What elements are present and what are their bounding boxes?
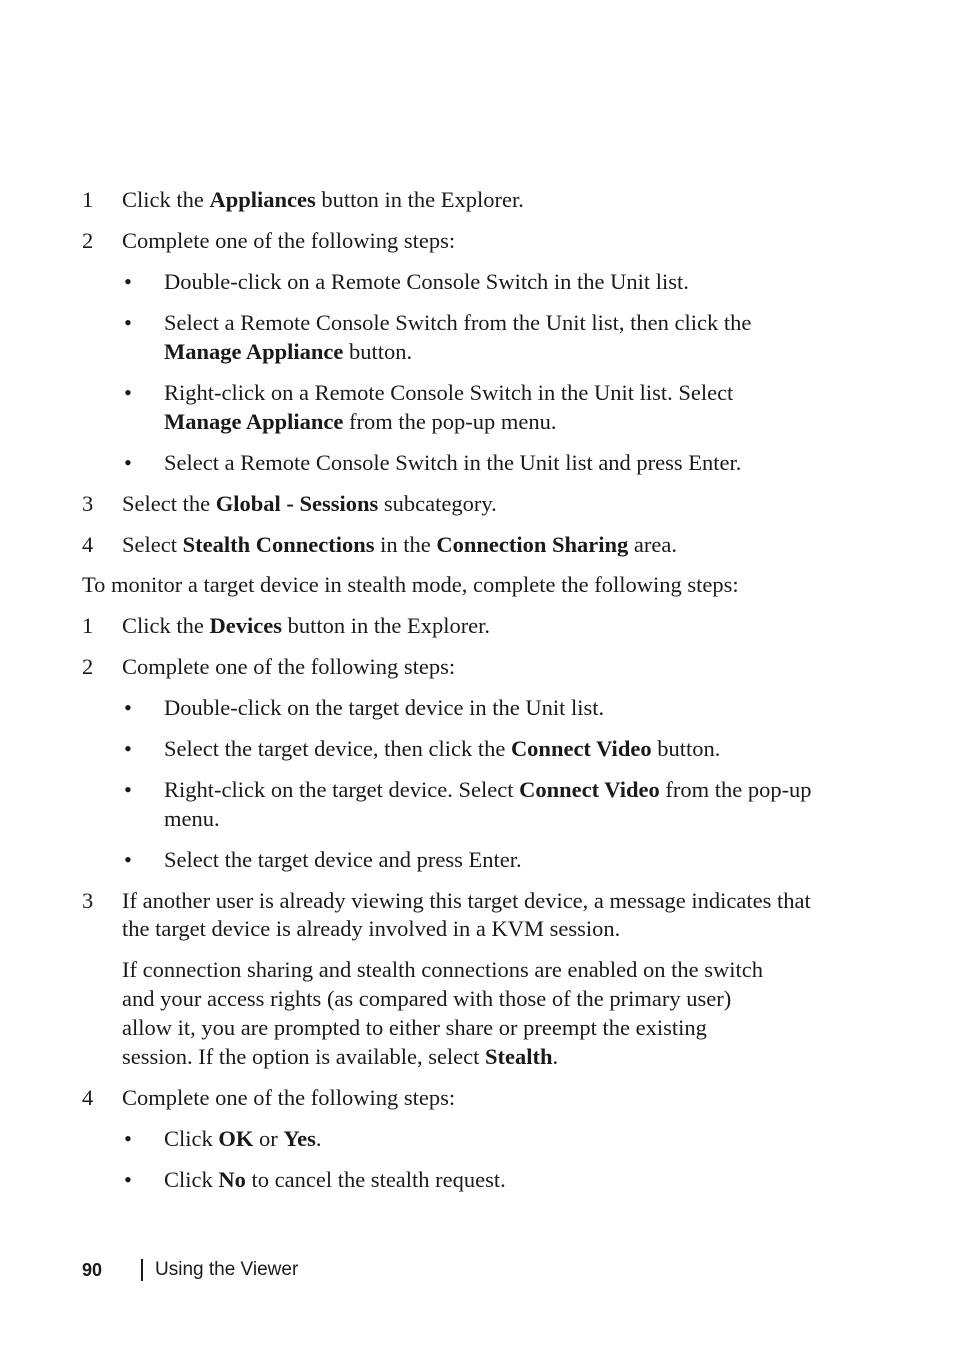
- page-number: 90: [82, 1260, 103, 1280]
- step-text: [122, 185, 524, 214]
- text: or: [253, 1126, 284, 1151]
- bullet-icon: •: [124, 736, 132, 761]
- bullet-icon: •: [124, 1167, 132, 1192]
- step-text: Complete one of the following steps:: [122, 228, 456, 253]
- text: button in the Explorer.: [315, 187, 524, 212]
- bullet-icon: •: [124, 1126, 132, 1151]
- connect-video-term: Connect Video: [519, 777, 660, 802]
- bullet-text: Double-click on a Remote Console Switch in the Unit list.: [164, 269, 689, 294]
- text: Select: [122, 532, 183, 557]
- step-number: 3: [82, 888, 94, 913]
- ok-term: OK: [218, 1126, 254, 1151]
- manage-appliance-term: Manage Appliance: [164, 409, 344, 434]
- connect-video-term: Connect Video: [510, 736, 652, 761]
- bullet-icon: •: [124, 695, 132, 720]
- bullet-icon: •: [124, 450, 132, 475]
- text: Select the target device, then click the: [164, 736, 511, 761]
- connection-sharing-term: Connection Sharing: [436, 532, 629, 557]
- devices-term: Devices: [209, 613, 282, 638]
- manage-appliance-term: Manage Appliance: [164, 339, 344, 364]
- step-number: 4: [82, 1085, 94, 1110]
- step-text: If another user is already viewing this target device, a message indicates that: [122, 888, 811, 913]
- bullet-text: [164, 337, 412, 366]
- text: subcategory.: [378, 491, 497, 516]
- step-number: 1: [82, 187, 94, 212]
- bullet-text: Double-click on the target device in the Unit list.: [164, 695, 605, 720]
- step-text: [122, 489, 497, 518]
- text: session. If the option is available, select: [122, 1044, 486, 1069]
- text: .: [552, 1044, 559, 1069]
- paragraph-line: and your access rights (as compared with those of the primary user): [122, 986, 732, 1011]
- bullet-text: Select a Remote Console Switch from the Unit list, then click the: [164, 310, 752, 335]
- text: .: [315, 1126, 322, 1151]
- text: Click: [164, 1167, 219, 1192]
- bullet-text: Select a Remote Console Switch in the Unit list and press Enter.: [164, 450, 742, 475]
- bullet-text: [164, 775, 812, 804]
- appliances-term: Appliances: [209, 187, 316, 212]
- bullet-icon: •: [124, 269, 132, 294]
- bullet-icon: •: [124, 777, 132, 802]
- intro-paragraph: To monitor a target device in stealth mode, complete the following steps:: [82, 572, 739, 597]
- paragraph-line: [122, 1042, 558, 1071]
- step-text: [122, 611, 490, 640]
- footer-section-title: Using the Viewer: [155, 1259, 299, 1280]
- bullet-icon: •: [124, 380, 132, 405]
- bullet-text: [164, 1124, 322, 1153]
- step-text: the target device is already involved in a KVM session.: [122, 916, 621, 941]
- no-term: No: [218, 1167, 246, 1192]
- step-number: 2: [82, 228, 94, 253]
- text: area.: [628, 532, 677, 557]
- bullet-text: [164, 407, 556, 436]
- text: Right-click on the target device. Select: [164, 777, 520, 802]
- text: Click: [164, 1126, 219, 1151]
- step-text: Complete one of the following steps:: [122, 654, 456, 679]
- bullet-text: [164, 734, 720, 763]
- stealth-term: Stealth: [485, 1044, 553, 1069]
- bullet-text: [164, 1165, 506, 1194]
- step-number: 4: [82, 532, 94, 557]
- bullet-icon: •: [124, 310, 132, 335]
- step-text: [122, 530, 677, 559]
- step-number: 1: [82, 613, 94, 638]
- text: from the pop-up: [659, 777, 812, 802]
- text: Click the: [122, 613, 210, 638]
- step-text: Complete one of the following steps:: [122, 1085, 456, 1110]
- text: button.: [651, 736, 721, 761]
- yes-term: Yes: [283, 1126, 316, 1151]
- bullet-text: Select the target device and press Enter.: [164, 847, 522, 872]
- text: Click the: [122, 187, 210, 212]
- bullet-icon: •: [124, 847, 132, 872]
- bullet-text: menu.: [164, 806, 220, 831]
- step-number: 3: [82, 491, 94, 516]
- footer-divider: [141, 1259, 143, 1281]
- paragraph-line: allow it, you are prompted to either share or preempt the existing: [122, 1015, 707, 1040]
- text: in the: [374, 532, 437, 557]
- text: to cancel the stealth request.: [245, 1167, 506, 1192]
- text: button.: [343, 339, 413, 364]
- stealth-connections-term: Stealth Connections: [182, 532, 375, 557]
- text: button in the Explorer.: [281, 613, 491, 638]
- text: from the pop-up menu.: [343, 409, 557, 434]
- text: Select the: [122, 491, 216, 516]
- global-sessions-term: Global - Sessions: [215, 491, 379, 516]
- paragraph-line: If connection sharing and stealth connections are enabled on the switch: [122, 957, 764, 982]
- bullet-text: Right-click on a Remote Console Switch in the Unit list. Select: [164, 380, 734, 405]
- step-number: 2: [82, 654, 94, 679]
